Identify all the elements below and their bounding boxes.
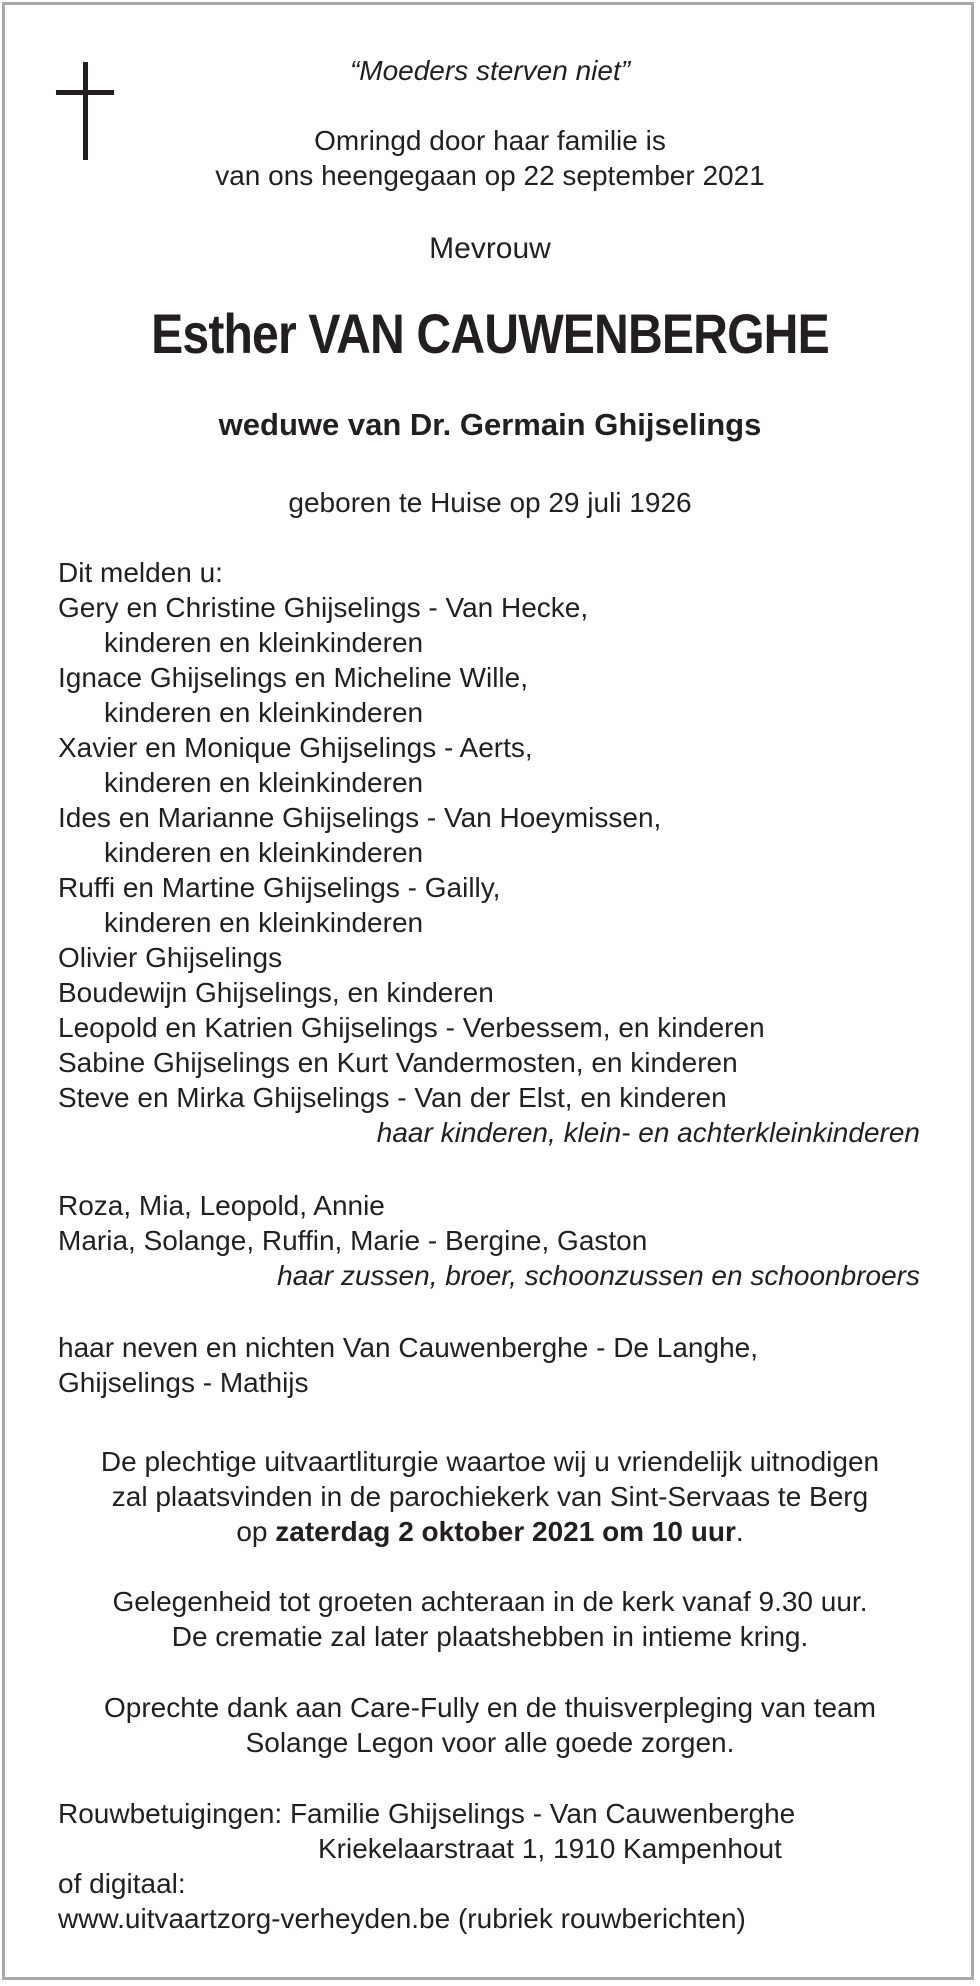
child-entry-sub: kinderen en kleinkinderen — [104, 627, 424, 658]
condolences-line-1: Rouwbetuigingen: Familie Ghijselings - Van Cauwenberghe — [58, 1798, 796, 1829]
child-entry: Ignace Ghijselings en Micheline Wille, — [58, 662, 528, 693]
child-entry: Ides en Marianne Ghijselings - Van Hoeymissen, — [58, 802, 662, 833]
siblings-caption: haar zussen, broer, schoonzussen en schoonbroers — [277, 1260, 920, 1291]
deceased-name: Esther VAN CAUWENBERGHE — [151, 302, 829, 365]
siblings-line: Roza, Mia, Leopold, Annie — [58, 1190, 385, 1221]
intro-line-1: Omringd door haar familie is — [314, 125, 666, 156]
condolences-website[interactable]: www.uitvaartzorg-verheyden.be (rubriek rouwberichten) — [58, 1903, 746, 1934]
ceremony-line-3 — [40, 1515, 940, 1549]
family-member: Olivier Ghijselings — [58, 942, 283, 973]
family-member: Sabine Ghijselings en Kurt Vandermosten, en kinderen — [58, 1047, 738, 1078]
greeting-line-1: Gelegenheid tot groeten achteraan in de kerk vanaf 9.30 uur. — [112, 1586, 868, 1617]
condolences-address: Kriekelaarstraat 1, 1910 Kampenhout — [318, 1833, 782, 1864]
child-entry-sub: kinderen en kleinkinderen — [104, 767, 424, 798]
greeting-line-2: De crematie zal later plaatshebben in intieme kring. — [171, 1621, 809, 1652]
nephews-line: haar neven en nichten Van Cauwenberghe - De Langhe, — [58, 1332, 758, 1363]
thanks-line-1: Oprechte dank aan Care-Fully en de thuisverpleging van team — [104, 1692, 876, 1723]
siblings-line: Maria, Solange, Ruffin, Marie - Bergine, Gaston — [58, 1225, 648, 1256]
child-entry: Xavier en Monique Ghijselings - Aerts, — [58, 732, 533, 763]
quote: “Moeders sterven niet” — [349, 55, 631, 86]
child-entry-sub: kinderen en kleinkinderen — [104, 837, 424, 868]
ceremony-date: zaterdag 2 oktober 2021 om 10 uur — [275, 1516, 736, 1547]
widow-of: weduwe van Dr. Germain Ghijselings — [218, 407, 762, 442]
family-intro: Dit melden u: — [58, 557, 223, 588]
condolences-digital: of digitaal: — [58, 1868, 186, 1899]
ceremony-prefix: op — [236, 1516, 276, 1547]
title-mevrouw: Mevrouw — [429, 232, 551, 265]
ceremony-line-2: zal plaatsvinden in de parochiekerk van Sint-Servaas te Berg — [111, 1481, 869, 1512]
child-entry-sub: kinderen en kleinkinderen — [104, 697, 424, 728]
child-entry: Gery en Christine Ghijselings - Van Hecke, — [58, 592, 589, 623]
child-entry: Ruffi en Martine Ghijselings - Gailly, — [58, 872, 501, 903]
intro-line-2: van ons heengegaan op 22 september 2021 — [215, 160, 765, 191]
ceremony-line-1: De plechtige uitvaartliturgie waartoe wij u vriendelijk uitnodigen — [100, 1446, 880, 1477]
nephews-line: Ghijselings - Mathijs — [58, 1367, 309, 1398]
family-member: Boudewijn Ghijselings, en kinderen — [58, 977, 494, 1008]
ceremony-suffix: . — [735, 1516, 744, 1547]
family-member: Steve en Mirka Ghijselings - Van der Elst, en kinderen — [58, 1082, 727, 1113]
child-entry-sub: kinderen en kleinkinderen — [104, 907, 424, 938]
family-member: Leopold en Katrien Ghijselings - Verbessem, en kinderen — [58, 1012, 765, 1043]
birth-line: geboren te Huise op 29 juli 1926 — [288, 487, 692, 518]
thanks-line-2: Solange Legon voor alle goede zorgen. — [245, 1727, 735, 1758]
children-caption: haar kinderen, klein- en achterkleinkinderen — [376, 1117, 920, 1148]
